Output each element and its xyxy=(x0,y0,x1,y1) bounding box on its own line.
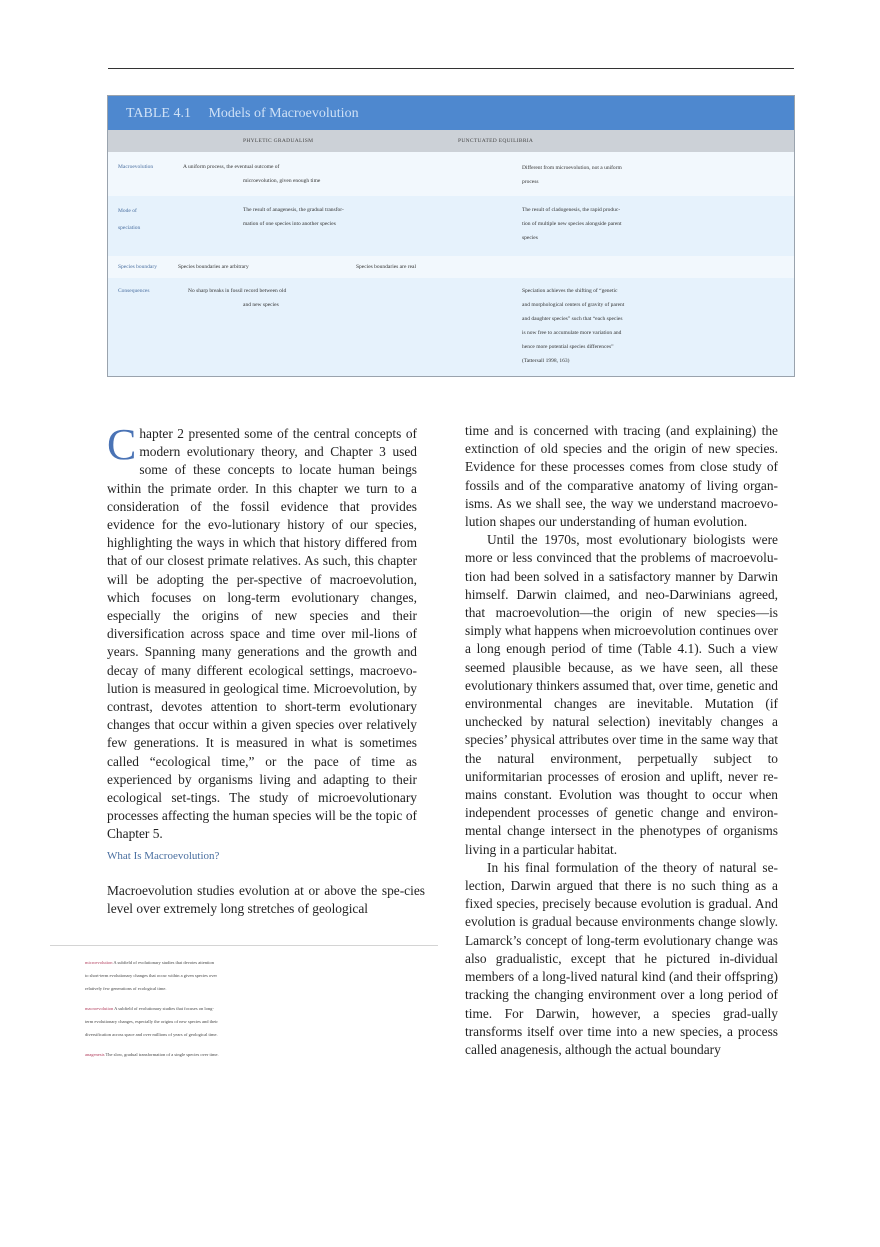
table-number: TABLE 4.1 xyxy=(126,106,191,121)
section-heading: What Is Macroevolution? xyxy=(107,850,220,862)
cell-text: The result of cladogenesis, the rapid produc- xyxy=(522,207,621,213)
row-label: Macroevolution xyxy=(118,164,154,170)
glossary-entry-microevolution xyxy=(85,960,425,992)
intro-text: hapter 2 presented some of the central concepts of modern evolutionary theory, and Chapter 3 used some of these concepts to locate human beings within the primate order. In this chapter we turn to a consideration of the fossil evidence that provides evidence for the evo-lutionary history of our species, highlighting the ways in which that history differed from that of our closest primate relatives. As such, this chapter will be adopting the per-spective of macroevolution, which focuses on long-term evolutionary changes, especially the origins of new species and their diversification across space and time over mil-lions of years. Spanning many generations and the growth and decay of many different ecological settings, macroevo-lution is measured in geological time. Microevolution, by contrast, devotes attention to short-term evolutionary changes that occur within a given species over relatively few generations. It is measured in what is sometimes called “ecological time,” or the pace of time as experienced by organisms living and adapting to their ecological set-tings. The study of microevolutionary processes affecting the human species will be the topic of Chapter 5. xyxy=(107,426,417,842)
cell-text: Species boundaries are real xyxy=(356,264,417,270)
row-label: Consequences xyxy=(118,288,150,294)
paragraph: time and is concerned with tracing (and explaining) the extinction of old species and the origin of new species. Evidence for these processes comes from close study of fossils and of the comparative anatomy of living organ-isms. As we shall see, the way we understand macroevo-lution shapes our understanding of human evolution. xyxy=(465,423,778,530)
cell-text: mation of one species into another species xyxy=(243,221,336,227)
section-text: Macroevolution studies evolution at or above the spe-cies level over extremely long stretches of geological xyxy=(107,883,425,917)
cell-text: Species boundaries are arbitrary xyxy=(178,264,249,270)
row-label: speciation xyxy=(118,225,141,231)
row-label: Mode of xyxy=(118,208,137,214)
cell-text: microevolution, given enough time xyxy=(243,178,321,184)
table-row xyxy=(108,196,794,256)
page-top-rule xyxy=(108,68,794,69)
glossary-line xyxy=(85,1006,425,1012)
glossary-definition: A subfield of evolutionary studies that devotes attention xyxy=(113,960,214,965)
cell-text: and morphological centers of gravity of parent xyxy=(522,302,625,308)
cell-text: species xyxy=(522,235,538,241)
table-title-bar xyxy=(108,96,794,130)
cell-text: A uniform process, the eventual outcome of xyxy=(183,164,280,170)
cell-text: No sharp breaks in fossil record between old xyxy=(188,288,287,294)
cell-text: hence more potential species differences” xyxy=(522,344,614,350)
glossary-rule xyxy=(50,945,438,946)
table-row xyxy=(108,278,794,377)
glossary-line xyxy=(85,960,425,966)
cell-text: Different from microevolution, not a uniform xyxy=(522,165,622,171)
table-title: Models of Macroevolution xyxy=(208,106,359,121)
glossary-line: diversification across space and over millions of years of geological time. xyxy=(85,1032,218,1037)
models-table xyxy=(107,95,795,377)
glossary-line: term evolutionary changes, especially the origins of new species and their xyxy=(85,1019,218,1024)
cell-text: and daughter species” such that “each species xyxy=(522,316,623,322)
cell-text: process xyxy=(522,179,539,185)
right-column xyxy=(465,422,778,1059)
glossary-entry-macroevolution xyxy=(85,1006,425,1038)
left-column xyxy=(107,420,417,844)
glossary-term: microevolution xyxy=(85,960,113,965)
glossary-line xyxy=(85,1052,425,1058)
glossary-definition: The slow, gradual transformation of a single species over time. xyxy=(105,1052,219,1057)
glossary-line: to short-term evolutionary changes that occur within a given species over xyxy=(85,973,217,978)
cell-text: and new species xyxy=(243,302,279,308)
drop-cap: C xyxy=(107,420,137,469)
table-row xyxy=(108,256,794,278)
glossary-definition: A subfield of evolutionary studies that focuses on long- xyxy=(114,1006,214,1011)
paragraph: Until the 1970s, most evolutionary biologists were more or less convinced that the problems of macroevolu-tion had been solved in a satisfactory manner by Darwin himself. Darwin claimed, and neo-Darwinians agreed, that macroevolution—the origin of new species—is simply what happens when microevolution continues over a long enough period of time (Table 4.1). Such a view seemed plausible because, as we have seen, all these evolutionary thinkers assumed that, over time, genetic and environmental changes are inevitable. Mutation (if unchecked by natural selection) inevitably changes a species’ physical attributes over time in the same way that the natural environment, perpetually subject to uniformitarian processes of erosion and uplift, never re-mains constant. Evolution was thought to occur when independent processes of genetic change and environ-mental change intersect in the phenotypes of organisms living in a particular habitat. xyxy=(465,532,778,857)
cell-text: is now free to accumulate more variation and xyxy=(522,330,622,336)
column-header-gradualism: PHYLETIC GRADUALISM xyxy=(243,138,314,144)
cell-text: (Tattersall 1998, 163) xyxy=(522,358,570,364)
table-row xyxy=(108,152,794,196)
glossary-line: relatively few generations of ecological time. xyxy=(85,986,167,991)
intro-paragraph xyxy=(107,420,417,844)
cell-text: The result of anagenesis, the gradual transfor- xyxy=(243,207,344,213)
cell-text: Speciation achieves the shifting of “genetic xyxy=(522,288,618,294)
glossary-term: macroevolution xyxy=(85,1006,114,1011)
paragraph: In his final formulation of the theory of natural se-lection, Darwin argued that there is no such thing as a fixed species, precisely because evolution is gradual. And evolution is gradual because environments change slowly. Lamarck’s concept of long-term evolutionary change was also gradualistic, except that he pictured in-dividual members of a long-lived natural kind (and their offspring) tracking the changing environment over a long period of time. For Darwin, however, a species grad-ually transforms itself over time into a new species, a process called anagenesis, although the actual boundary xyxy=(465,859,778,1057)
column-header-punctuated: PUNCTUATED EQUILIBRIA xyxy=(458,138,534,144)
table-header-row xyxy=(108,130,794,152)
glossary-entry-anagenesis xyxy=(85,1052,425,1058)
glossary-term: anagenesis xyxy=(85,1052,105,1057)
row-label: Species boundary xyxy=(118,264,157,270)
cell-text: tion of multiple new species alongside parent xyxy=(522,221,622,227)
